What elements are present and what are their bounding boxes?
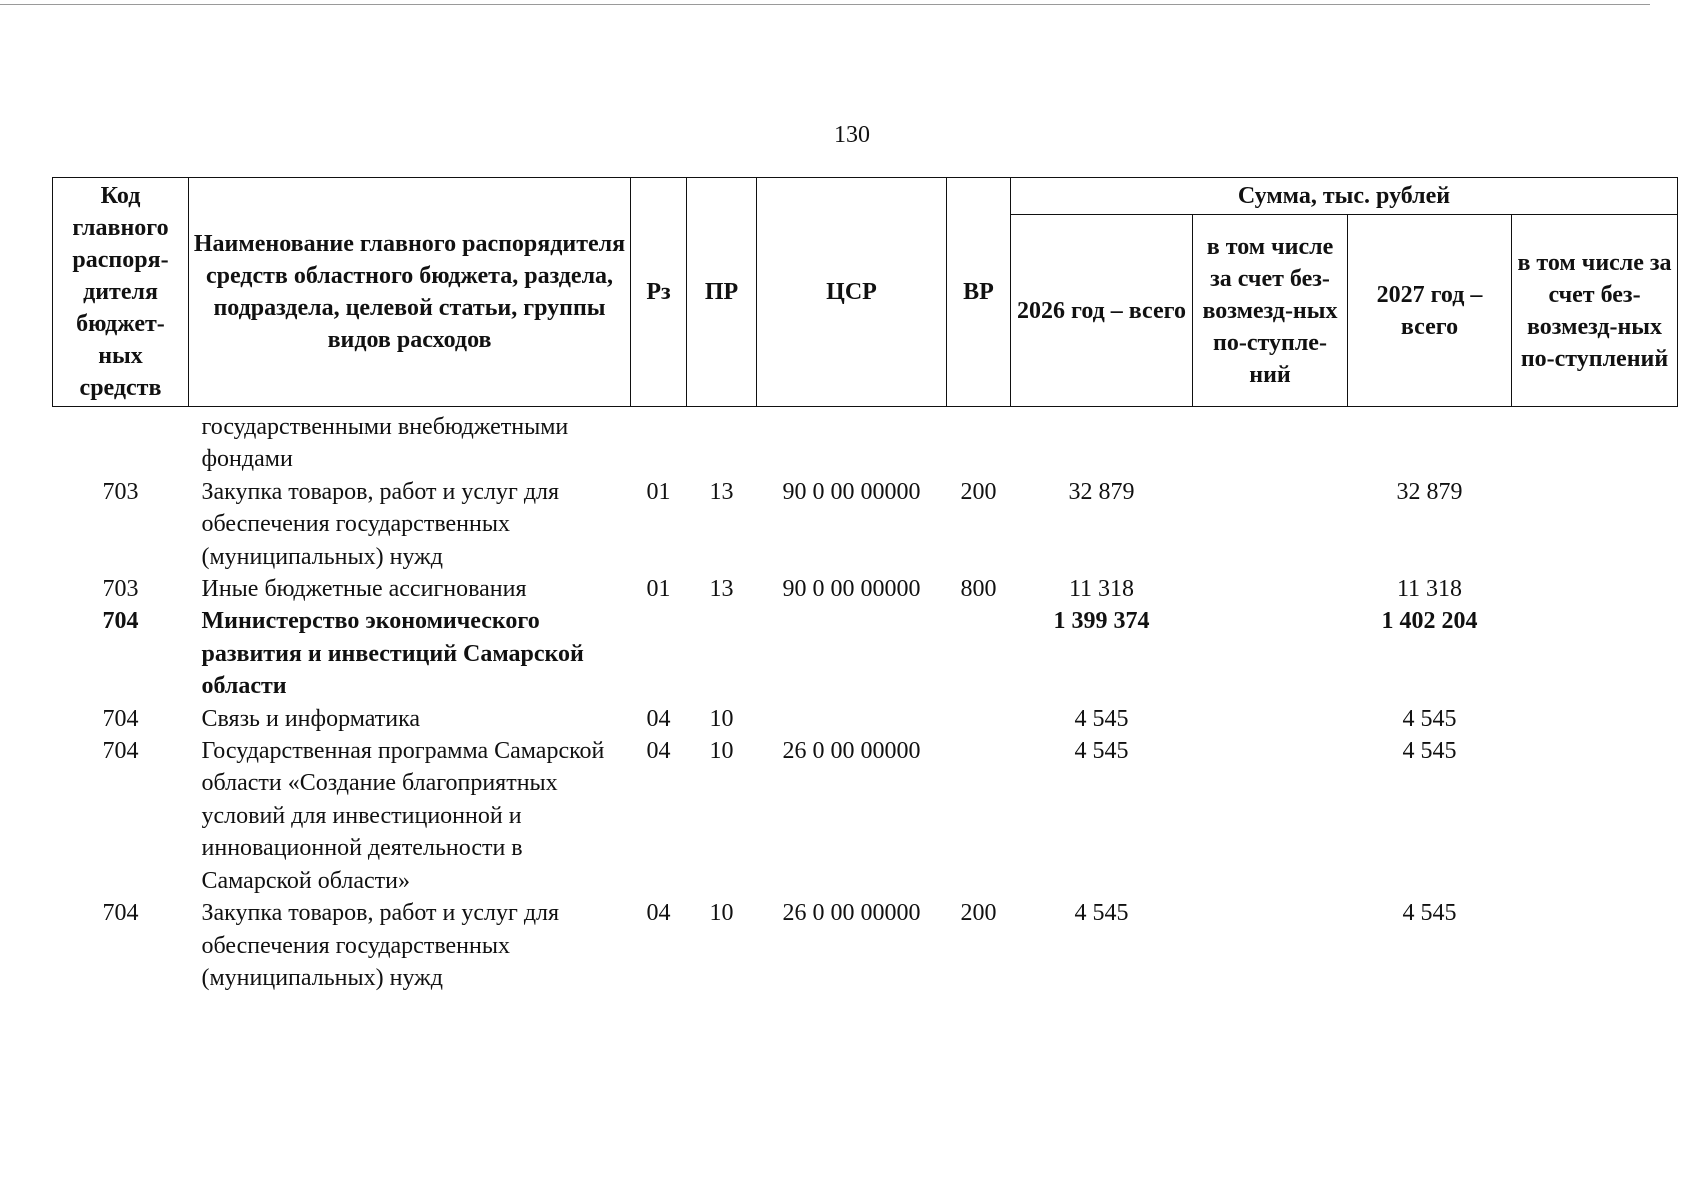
cell-csr: 90 0 00 00000: [782, 478, 921, 505]
cell-vr: 800: [960, 576, 997, 603]
cell-name: Иные бюджетные ассигнования: [201, 576, 527, 603]
header-2026-total: 2026 год – всего: [1011, 215, 1193, 407]
cell-vr: 200: [960, 900, 997, 927]
table-row: [53, 573, 1678, 605]
cell-code: 704: [102, 705, 139, 732]
table-row: [53, 735, 1678, 897]
table-row: [53, 407, 1678, 476]
cell-2027-total: 4 545: [1402, 900, 1457, 927]
cell-pr: 13: [709, 576, 734, 603]
cell-vr: [947, 605, 1011, 702]
cell-2026-gratis: [1193, 735, 1348, 897]
cell-2026-gratis: [1193, 476, 1348, 573]
cell-2026-gratis: [1193, 897, 1348, 994]
cell-2027-total: 32 879: [1396, 478, 1463, 505]
cell-vr: [947, 703, 1011, 735]
cell-code: [53, 407, 189, 476]
header-rz: Рз: [631, 178, 687, 407]
cell-2026-total: 4 545: [1074, 705, 1129, 732]
header-2027-gratis: в том числе за счет без-возмезд-ных по-ступлений: [1512, 215, 1678, 407]
cell-2026-total: 4 545: [1074, 738, 1129, 765]
cell-csr: [757, 407, 947, 476]
cell-2026-gratis: [1193, 573, 1348, 605]
cell-vr: 200: [960, 478, 997, 505]
cell-2026-total: 32 879: [1068, 478, 1135, 505]
cell-2027-gratis: [1512, 703, 1678, 735]
page-number: 130: [834, 122, 870, 148]
cell-2027-gratis: [1512, 476, 1678, 573]
table-row: [53, 703, 1678, 735]
cell-2027-total: 4 545: [1402, 738, 1457, 765]
cell-2026-total: [1011, 407, 1193, 476]
cell-code: 704: [102, 738, 139, 765]
cell-rz: 01: [646, 478, 671, 505]
cell-rz: [631, 407, 687, 476]
cell-name: Закупка товаров, работ и услуг для обеспечения государственных (муниципальных) нужд: [201, 478, 560, 570]
cell-pr: 10: [709, 705, 734, 732]
cell-name: Закупка товаров, работ и услуг для обеспечения государственных (муниципальных) нужд: [201, 900, 560, 991]
cell-name: государственными внебюджетными фондами: [201, 414, 569, 473]
header-2027-total: 2027 год – всего: [1348, 215, 1512, 407]
cell-rz: [631, 605, 687, 702]
cell-csr: 90 0 00 00000: [782, 576, 921, 603]
table-body: [53, 407, 1678, 995]
cell-csr: [757, 703, 947, 735]
cell-2026-gratis: [1193, 703, 1348, 735]
cell-2027-gratis: [1512, 407, 1678, 476]
scan-edge-line: [0, 4, 1650, 5]
cell-2026-total: 11 318: [1068, 576, 1135, 603]
cell-pr: [687, 605, 757, 702]
cell-csr: 26 0 00 00000: [782, 738, 921, 765]
table-row: [53, 476, 1678, 573]
cell-2027-gratis: [1512, 735, 1678, 897]
cell-vr: [947, 407, 1011, 476]
cell-pr: 13: [709, 478, 734, 505]
cell-2026-total: 4 545: [1074, 900, 1129, 927]
cell-pr: [687, 407, 757, 476]
header-csr: ЦСР: [757, 178, 947, 407]
cell-2026-total: 1 399 374: [1053, 608, 1150, 635]
cell-pr: 10: [709, 900, 734, 927]
cell-2027-gratis: [1512, 897, 1678, 994]
budget-table: [52, 177, 1678, 994]
cell-name: Государственная программа Самарской области «Создание благоприятных условий для инвестиционной и инновационной деятельности в Самарской области»: [201, 738, 605, 894]
header-name: Наименование главного распорядителя средств областного бюджета, раздела, подраздела, целевой статьи, группы видов расходов: [189, 178, 631, 407]
cell-pr: 10: [709, 738, 734, 765]
header-code: Код главного распоря-дителя бюджет-ных средств: [53, 178, 189, 407]
cell-2027-total: [1348, 407, 1512, 476]
cell-name: Министерство экономического развития и инвестиций Самарской области: [201, 608, 584, 700]
cell-name: Связь и информатика: [201, 705, 421, 732]
cell-csr: [757, 605, 947, 702]
cell-vr: [947, 735, 1011, 897]
cell-2026-gratis: [1193, 605, 1348, 702]
cell-rz: 04: [646, 900, 671, 927]
cell-code: 704: [102, 608, 139, 635]
header-2026-gratis: в том числе за счет без-возмезд-ных по-ступле-ний: [1193, 215, 1348, 407]
cell-rz: 04: [646, 705, 671, 732]
cell-2026-gratis: [1193, 407, 1348, 476]
cell-code: 704: [102, 900, 139, 927]
cell-2027-gratis: [1512, 605, 1678, 702]
cell-code: 703: [102, 576, 139, 603]
header-vr: ВР: [947, 178, 1011, 407]
cell-code: 703: [102, 478, 139, 505]
cell-2027-total: 4 545: [1402, 705, 1457, 732]
cell-csr: 26 0 00 00000: [782, 900, 921, 927]
cell-rz: 04: [646, 738, 671, 765]
table-header: [53, 178, 1678, 407]
header-sum: Сумма, тыс. рублей: [1011, 178, 1678, 215]
table-row: [53, 897, 1678, 994]
cell-2027-total: 1 402 204: [1381, 608, 1478, 635]
header-pr: ПР: [687, 178, 757, 407]
cell-rz: 01: [646, 576, 671, 603]
table-row: [53, 605, 1678, 702]
cell-2027-gratis: [1512, 573, 1678, 605]
cell-2027-total: 11 318: [1396, 576, 1463, 603]
